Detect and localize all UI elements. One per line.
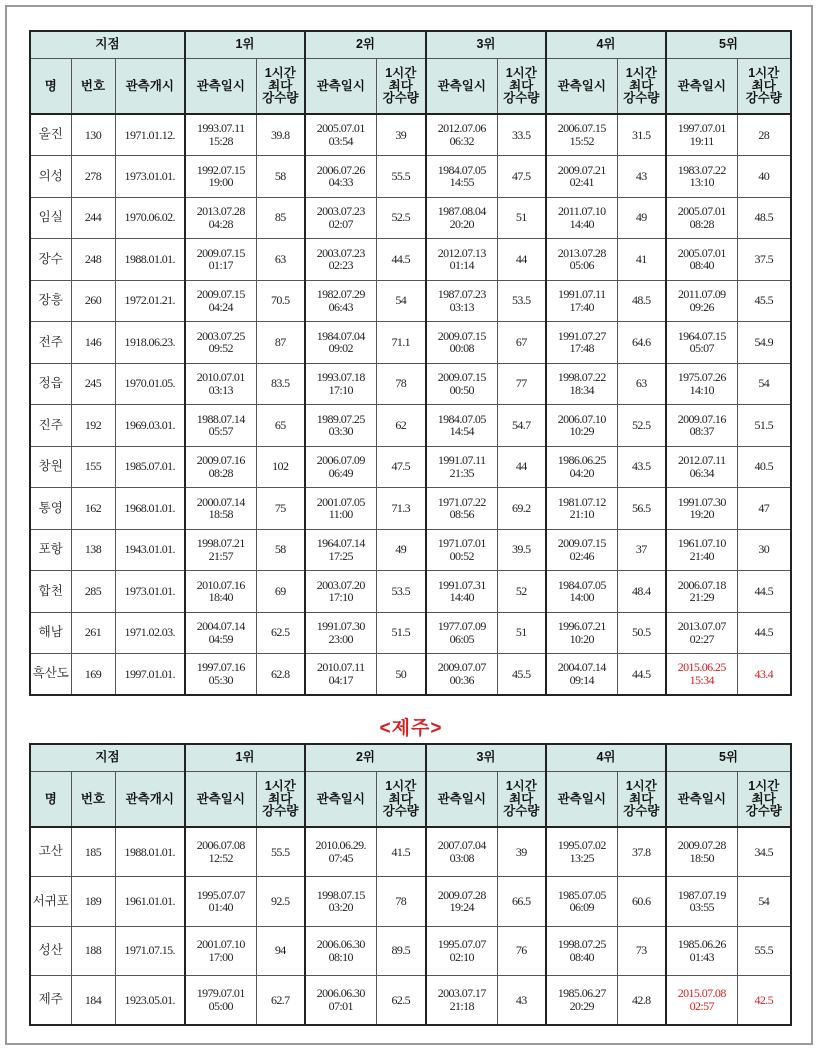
rainfall-value: 40 (737, 156, 791, 198)
rainfall-value: 52.5 (376, 197, 426, 239)
rainfall-value: 45.5 (497, 654, 546, 696)
station-name: 의성 (30, 156, 71, 198)
observation-datetime: 1995.07.07 01:40 (185, 877, 256, 927)
observation-datetime: 2006.07.10 10:29 (546, 405, 617, 447)
station-name: 통영 (30, 488, 71, 530)
table-row (30, 405, 791, 447)
observation-datetime: 1975.07.26 14:10 (666, 363, 737, 405)
observation-datetime: 2003.07.23 02:07 (305, 197, 376, 239)
observation-datetime: 2005.07.01 08:40 (666, 239, 737, 281)
observation-start: 1970.06.02. (115, 197, 185, 239)
observation-datetime: 1981.07.12 21:10 (546, 488, 617, 530)
station-name: 창원 (30, 446, 71, 488)
observation-start: 1997.01.01. (115, 654, 185, 696)
rainfall-value: 69.2 (497, 488, 546, 530)
rainfall-value: 83.5 (256, 363, 305, 405)
station-name: 포항 (30, 529, 71, 571)
obs-date-header: 관측일시 (305, 59, 376, 115)
observation-datetime: 1986.06.25 04:20 (546, 446, 617, 488)
rank-header: 2위 (305, 31, 426, 59)
obs-date-header: 관측일시 (185, 59, 256, 115)
rainfall-value: 41.5 (376, 827, 426, 877)
observation-datetime: 2006.07.08 12:52 (185, 827, 256, 877)
rainfall-value: 47.5 (497, 156, 546, 198)
rainfall-value: 51.5 (737, 405, 791, 447)
rank-header: 5위 (666, 744, 791, 772)
rainfall-value: 87 (256, 322, 305, 364)
rainfall-value: 64.6 (617, 322, 666, 364)
observation-datetime: 2010.07.01 03:13 (185, 363, 256, 405)
rainfall-value: 58 (256, 156, 305, 198)
table-row (30, 197, 791, 239)
station-name: 임실 (30, 197, 71, 239)
observation-datetime: 1971.07.01 00:52 (426, 529, 497, 571)
observation-datetime: 2007.07.04 03:08 (426, 827, 497, 877)
obs-date-header: 관측일시 (305, 772, 376, 828)
obs-date-header: 관측일시 (666, 59, 737, 115)
rainfall-value: 48.5 (617, 280, 666, 322)
observation-datetime: 2015.06.25 15:34 (666, 654, 737, 696)
rainfall-value: 54 (376, 280, 426, 322)
station-name: 해남 (30, 612, 71, 654)
observation-datetime: 1989.07.25 03:30 (305, 405, 376, 447)
observation-datetime: 1984.07.05 14:00 (546, 571, 617, 613)
rainfall-value: 37.5 (737, 239, 791, 281)
rainfall-value: 49 (376, 529, 426, 571)
observation-start: 1961.01.01. (115, 877, 185, 927)
station-name: 고산 (30, 827, 71, 877)
observation-datetime: 1998.07.21 21:57 (185, 529, 256, 571)
observation-datetime: 2006.06.30 07:01 (305, 976, 376, 1026)
rainfall-value: 63 (256, 239, 305, 281)
observation-datetime: 1995.07.07 02:10 (426, 926, 497, 976)
name-header: 명 (30, 59, 71, 115)
station-number: 169 (71, 654, 115, 696)
observation-datetime: 2010.06.29. 07:45 (305, 827, 376, 877)
rainfall-value: 43 (497, 976, 546, 1026)
observation-datetime: 1971.07.22 08:56 (426, 488, 497, 530)
observation-datetime: 2009.07.15 01:17 (185, 239, 256, 281)
observation-datetime: 2001.07.10 17:00 (185, 926, 256, 976)
max-rain-header: 1시간 최다 강수량 (737, 59, 791, 115)
observation-datetime: 2009.07.28 19:24 (426, 877, 497, 927)
rainfall-value: 45.5 (737, 280, 791, 322)
max-rain-header: 1시간 최다 강수량 (737, 772, 791, 828)
name-header: 명 (30, 772, 71, 828)
observation-datetime: 2011.07.09 09:26 (666, 280, 737, 322)
rainfall-value: 44 (497, 446, 546, 488)
rainfall-value: 58 (256, 529, 305, 571)
table-row (30, 446, 791, 488)
observation-datetime: 1979.07.01 05:00 (185, 976, 256, 1026)
observation-datetime: 2009.07.15 00:50 (426, 363, 497, 405)
observation-start: 1988.01.01. (115, 239, 185, 281)
station-name: 합천 (30, 571, 71, 613)
station-number: 261 (71, 612, 115, 654)
observation-datetime: 2003.07.20 17:10 (305, 571, 376, 613)
observation-start: 1968.01.01. (115, 488, 185, 530)
rainfall-value: 71.3 (376, 488, 426, 530)
observation-datetime: 2012.07.11 06:34 (666, 446, 737, 488)
rainfall-value: 30 (737, 529, 791, 571)
rainfall-value: 42.5 (737, 976, 791, 1026)
observation-start: 1943.01.01. (115, 529, 185, 571)
rainfall-value: 62.7 (256, 976, 305, 1026)
observation-datetime: 2012.07.13 01:14 (426, 239, 497, 281)
observation-datetime: 1998.07.15 03:20 (305, 877, 376, 927)
rainfall-value: 51 (497, 612, 546, 654)
station-number: 146 (71, 322, 115, 364)
rainfall-value: 69 (256, 571, 305, 613)
observation-datetime: 1964.07.15 05:07 (666, 322, 737, 364)
observation-datetime: 1961.07.10 21:40 (666, 529, 737, 571)
rainfall-value: 51.5 (376, 612, 426, 654)
rainfall-value: 39 (376, 114, 426, 156)
rainfall-value: 39.8 (256, 114, 305, 156)
station-number: 285 (71, 571, 115, 613)
observation-datetime: 2013.07.28 05:06 (546, 239, 617, 281)
rainfall-value: 54.9 (737, 322, 791, 364)
rank-header: 3위 (426, 31, 546, 59)
observation-datetime: 1983.07.22 13:10 (666, 156, 737, 198)
observation-datetime: 2006.07.18 21:29 (666, 571, 737, 613)
rainfall-value: 94 (256, 926, 305, 976)
max-rain-header: 1시간 최다 강수량 (497, 59, 546, 115)
observation-datetime: 1991.07.30 23:00 (305, 612, 376, 654)
observation-datetime: 2004.07.14 04:59 (185, 612, 256, 654)
observation-start: 1973.01.01. (115, 571, 185, 613)
observation-datetime: 2013.07.28 04:28 (185, 197, 256, 239)
rainfall-value: 62.5 (256, 612, 305, 654)
observation-datetime: 2003.07.23 02:23 (305, 239, 376, 281)
observation-datetime: 2000.07.14 18:58 (185, 488, 256, 530)
observation-datetime: 1992.07.15 19:00 (185, 156, 256, 198)
station-name: 장수 (30, 239, 71, 281)
table-row (30, 926, 791, 976)
observation-datetime: 2013.07.07 02:27 (666, 612, 737, 654)
station-name: 제주 (30, 976, 71, 1026)
observation-datetime: 1993.07.18 17:10 (305, 363, 376, 405)
station-name: 정읍 (30, 363, 71, 405)
rainfall-value: 43.4 (737, 654, 791, 696)
observation-datetime: 1987.07.19 03:55 (666, 877, 737, 927)
station-number: 130 (71, 114, 115, 156)
observation-datetime: 1991.07.11 17:40 (546, 280, 617, 322)
jeju-rainfall-table (29, 743, 792, 1026)
observation-datetime: 2004.07.14 09:14 (546, 654, 617, 696)
observation-datetime: 1996.07.21 10:20 (546, 612, 617, 654)
observation-datetime: 2009.07.16 08:37 (666, 405, 737, 447)
obs-date-header: 관측일시 (426, 59, 497, 115)
observation-datetime: 1991.07.31 14:40 (426, 571, 497, 613)
observation-datetime: 1984.07.04 09:02 (305, 322, 376, 364)
rank-header: 1위 (185, 31, 305, 59)
max-rain-header: 1시간 최다 강수량 (376, 59, 426, 115)
table-row (30, 488, 791, 530)
table-row (30, 877, 791, 927)
rainfall-value: 62 (376, 405, 426, 447)
observation-datetime: 2010.07.16 18:40 (185, 571, 256, 613)
observation-datetime: 1998.07.25 08:40 (546, 926, 617, 976)
table-row (30, 156, 791, 198)
observation-start: 1923.05.01. (115, 976, 185, 1026)
rainfall-value: 67 (497, 322, 546, 364)
header-row-sub (30, 59, 791, 115)
jeju-section-title: <제주> (379, 718, 443, 739)
observation-datetime: 1985.07.05 06:09 (546, 877, 617, 927)
rainfall-value: 31.5 (617, 114, 666, 156)
start-header: 관측개시 (115, 59, 185, 115)
rainfall-value: 34.5 (737, 827, 791, 877)
station-name: 성산 (30, 926, 71, 976)
observation-datetime: 1985.06.26 01:43 (666, 926, 737, 976)
table-row (30, 239, 791, 281)
rainfall-value: 73 (617, 926, 666, 976)
observation-datetime: 1977.07.09 06:05 (426, 612, 497, 654)
number-header: 번호 (71, 59, 115, 115)
station-name: 장흥 (30, 280, 71, 322)
observation-datetime: 1984.07.05 14:54 (426, 405, 497, 447)
rainfall-value: 54.7 (497, 405, 546, 447)
station-number: 155 (71, 446, 115, 488)
rainfall-value: 53.5 (376, 571, 426, 613)
observation-start: 1971.01.12. (115, 114, 185, 156)
observation-datetime: 1984.07.05 14:55 (426, 156, 497, 198)
observation-datetime: 1982.07.29 06:43 (305, 280, 376, 322)
observation-datetime: 1998.07.22 18:34 (546, 363, 617, 405)
station-number: 138 (71, 529, 115, 571)
rainfall-value: 44 (497, 239, 546, 281)
observation-datetime: 2005.07.01 08:28 (666, 197, 737, 239)
rainfall-value: 28 (737, 114, 791, 156)
rainfall-value: 89.5 (376, 926, 426, 976)
observation-datetime: 1993.07.11 15:28 (185, 114, 256, 156)
station-header: 지점 (30, 31, 185, 59)
obs-date-header: 관측일시 (546, 59, 617, 115)
rainfall-value: 77 (497, 363, 546, 405)
rainfall-value: 55.5 (737, 926, 791, 976)
rainfall-value: 70.5 (256, 280, 305, 322)
rainfall-value: 62.5 (376, 976, 426, 1026)
rainfall-value: 92.5 (256, 877, 305, 927)
obs-date-header: 관측일시 (666, 772, 737, 828)
rainfall-value: 47.5 (376, 446, 426, 488)
max-rain-header: 1시간 최다 강수량 (256, 772, 305, 828)
observation-start: 1970.01.05. (115, 363, 185, 405)
rainfall-value: 44.5 (376, 239, 426, 281)
rainfall-value: 76 (497, 926, 546, 976)
rainfall-value: 78 (376, 363, 426, 405)
observation-start: 1988.01.01. (115, 827, 185, 877)
rainfall-value: 52.5 (617, 405, 666, 447)
observation-datetime: 1987.08.04 20:20 (426, 197, 497, 239)
observation-start: 1971.02.03. (115, 612, 185, 654)
rainfall-value: 49 (617, 197, 666, 239)
observation-start: 1973.01.01. (115, 156, 185, 198)
rainfall-value: 39 (497, 827, 546, 877)
observation-datetime: 2006.07.09 06:49 (305, 446, 376, 488)
station-name: 전주 (30, 322, 71, 364)
table-row (30, 654, 791, 696)
rainfall-value: 48.5 (737, 197, 791, 239)
obs-date-header: 관측일시 (546, 772, 617, 828)
rainfall-value: 37.8 (617, 827, 666, 877)
max-rain-header: 1시간 최다 강수량 (617, 772, 666, 828)
table-row (30, 976, 791, 1026)
max-rain-header: 1시간 최다 강수량 (617, 59, 666, 115)
obs-date-header: 관측일시 (426, 772, 497, 828)
rainfall-value: 55.5 (256, 827, 305, 877)
rainfall-value: 63 (617, 363, 666, 405)
observation-datetime: 2015.07.08 02:57 (666, 976, 737, 1026)
observation-datetime: 2009.07.15 04:24 (185, 280, 256, 322)
rainfall-value: 44.5 (617, 654, 666, 696)
station-number: 188 (71, 926, 115, 976)
rainfall-value: 41 (617, 239, 666, 281)
observation-datetime: 2009.07.21 02:41 (546, 156, 617, 198)
station-number: 184 (71, 976, 115, 1026)
observation-datetime: 2006.07.26 04:33 (305, 156, 376, 198)
observation-datetime: 1964.07.14 17:25 (305, 529, 376, 571)
observation-datetime: 2006.07.15 15:52 (546, 114, 617, 156)
rainfall-value: 60.6 (617, 877, 666, 927)
observation-datetime: 1991.07.30 19:20 (666, 488, 737, 530)
station-number: 192 (71, 405, 115, 447)
station-name: 울진 (30, 114, 71, 156)
observation-datetime: 2011.07.10 14:40 (546, 197, 617, 239)
observation-datetime: 2003.07.25 09:52 (185, 322, 256, 364)
observation-start: 1972.01.21. (115, 280, 185, 322)
rainfall-value: 54 (737, 877, 791, 927)
rank-header: 3위 (426, 744, 546, 772)
observation-datetime: 1987.07.23 03:13 (426, 280, 497, 322)
table-row (30, 322, 791, 364)
station-number: 162 (71, 488, 115, 530)
rainfall-value: 44.5 (737, 612, 791, 654)
rank-header: 4위 (546, 31, 666, 59)
rank-header: 1위 (185, 744, 305, 772)
obs-date-header: 관측일시 (185, 772, 256, 828)
rainfall-value: 37 (617, 529, 666, 571)
station-name: 진주 (30, 405, 71, 447)
rainfall-value: 44.5 (737, 571, 791, 613)
station-name: 흑산도 (30, 654, 71, 696)
rainfall-value: 33.5 (497, 114, 546, 156)
table-row (30, 280, 791, 322)
rainfall-value: 39.5 (497, 529, 546, 571)
station-number: 189 (71, 877, 115, 927)
station-number: 278 (71, 156, 115, 198)
observation-start: 1985.07.01. (115, 446, 185, 488)
observation-datetime: 2005.07.01 03:54 (305, 114, 376, 156)
main-rainfall-table (29, 30, 792, 696)
observation-datetime: 2009.07.15 00:08 (426, 322, 497, 364)
observation-datetime: 2001.07.05 11:00 (305, 488, 376, 530)
rainfall-value: 51 (497, 197, 546, 239)
rainfall-value: 75 (256, 488, 305, 530)
observation-datetime: 2009.07.16 08:28 (185, 446, 256, 488)
rainfall-value: 56.5 (617, 488, 666, 530)
table-row (30, 529, 791, 571)
table-row (30, 612, 791, 654)
observation-start: 1918.06.23. (115, 322, 185, 364)
observation-datetime: 2009.07.28 18:50 (666, 827, 737, 877)
station-number: 248 (71, 239, 115, 281)
rainfall-value: 50.5 (617, 612, 666, 654)
header-row-top (30, 31, 791, 59)
observation-start: 1971.07.15. (115, 926, 185, 976)
station-number: 260 (71, 280, 115, 322)
rainfall-value: 50 (376, 654, 426, 696)
observation-datetime: 1991.07.27 17:48 (546, 322, 617, 364)
table-row (30, 571, 791, 613)
rainfall-value: 54 (737, 363, 791, 405)
rainfall-value: 42.8 (617, 976, 666, 1026)
observation-datetime: 1985.06.27 20:29 (546, 976, 617, 1026)
observation-datetime: 1997.07.01 19:11 (666, 114, 737, 156)
station-number: 245 (71, 363, 115, 405)
rank-header: 2위 (305, 744, 426, 772)
observation-datetime: 2006.06.30 08:10 (305, 926, 376, 976)
station-name: 서귀포 (30, 877, 71, 927)
observation-datetime: 2009.07.07 00:36 (426, 654, 497, 696)
rainfall-value: 71.1 (376, 322, 426, 364)
observation-datetime: 1995.07.02 13:25 (546, 827, 617, 877)
table-row (30, 114, 791, 156)
header-row-sub (30, 772, 791, 828)
rainfall-value: 78 (376, 877, 426, 927)
number-header: 번호 (71, 772, 115, 828)
rainfall-value: 85 (256, 197, 305, 239)
observation-datetime: 2009.07.15 02:46 (546, 529, 617, 571)
station-header: 지점 (30, 744, 185, 772)
rainfall-value: 47 (737, 488, 791, 530)
observation-datetime: 2012.07.06 06:32 (426, 114, 497, 156)
observation-datetime: 2010.07.11 04:17 (305, 654, 376, 696)
observation-datetime: 2003.07.17 21:18 (426, 976, 497, 1026)
observation-datetime: 1991.07.11 21:35 (426, 446, 497, 488)
max-rain-header: 1시간 최다 강수량 (497, 772, 546, 828)
rainfall-value: 102 (256, 446, 305, 488)
rainfall-value: 52 (497, 571, 546, 613)
max-rain-header: 1시간 최다 강수량 (376, 772, 426, 828)
rainfall-value: 40.5 (737, 446, 791, 488)
rainfall-value: 53.5 (497, 280, 546, 322)
header-row-top (30, 744, 791, 772)
max-rain-header: 1시간 최다 강수량 (256, 59, 305, 115)
rainfall-value: 48.4 (617, 571, 666, 613)
station-number: 185 (71, 827, 115, 877)
observation-datetime: 1988.07.14 05:57 (185, 405, 256, 447)
table-row (30, 827, 791, 877)
table-row (30, 363, 791, 405)
rainfall-value: 43 (617, 156, 666, 198)
observation-datetime: 1997.07.16 05:30 (185, 654, 256, 696)
rainfall-value: 65 (256, 405, 305, 447)
rainfall-value: 62.8 (256, 654, 305, 696)
rank-header: 4위 (546, 744, 666, 772)
rank-header: 5위 (666, 31, 791, 59)
observation-start: 1969.03.01. (115, 405, 185, 447)
rainfall-value: 55.5 (376, 156, 426, 198)
rainfall-value: 43.5 (617, 446, 666, 488)
station-number: 244 (71, 197, 115, 239)
rainfall-value: 66.5 (497, 877, 546, 927)
start-header: 관측개시 (115, 772, 185, 828)
